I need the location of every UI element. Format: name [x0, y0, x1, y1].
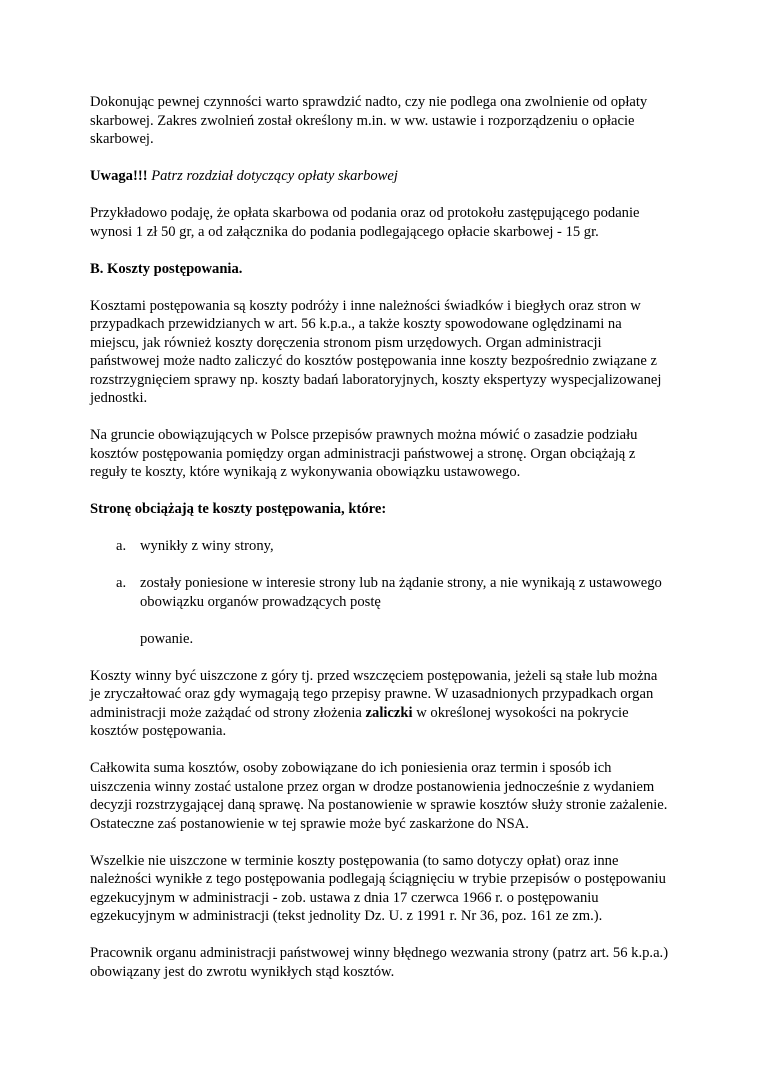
- uwaga-note: Patrz rozdział dotyczący opłaty skarbowej: [151, 168, 398, 184]
- paragraph-example: Przykładowo podaję, że opłata skarbowa od podania oraz od protokołu zastępującego podanie wynosi 1 zł 50 gr, a od załącznika do podania podlegającego opłacie skarbowej - 15 gr.: [90, 205, 640, 240]
- paragraph-official-liability: Pracownik organu administracji państwowej winny błędnego wezwania strony (patrz art. 56 k.p.a.) obowiązany jest do zwrotu wynikłych stąd kosztów.: [90, 945, 669, 980]
- list-item: [90, 574, 670, 611]
- advance-payment-pre: Koszty winny być uiszczone z góry tj. przed wszczęciem postępowania, jeżeli są stałe lub można je zryczałtować oraz gdy wymagają tego przepisy prawne. W uzasadnionych przypadkach organ administracji może zażądać od strony złożenia: [90, 667, 658, 721]
- paragraph-division-principle: Na gruncie obowiązujących w Polsce przepisów prawnych można mówić o zasadzie podziału kosztów postępowania pomiędzy organ administracji państwowej a stronę. Organ obciążają z reguły te koszty, które wynikają z wykonywania obowiązku ustawowego.: [90, 427, 638, 480]
- zaliczki-bold: zaliczki: [365, 704, 413, 721]
- list-item-marker: a.: [116, 538, 127, 554]
- cost-list: [90, 537, 670, 648]
- list-continuation: powanie.: [140, 630, 194, 647]
- list-item: [90, 537, 670, 556]
- paragraph-intro: Dokonując pewnej czynności warto sprawdzić nadto, czy nie podlega ona zwolnienie od opłaty skarbowej. Zakres zwolnień został określony m.in. w ww. ustawie i rozporządzeniu o opłacie skarbowej.: [90, 94, 648, 147]
- paragraph-total-costs: Całkowita suma kosztów, osoby zobowiązane do ich poniesienia oraz termin i sposób ich uiszczenia winny zostać ustalone przez organ w drodze postanowienia jednocześnie z wydaniem decyzji rozstrzygającej daną sprawę. Na postanowienie w sprawie kosztów służy stronie zażalenie. Ostateczne zaś postanowienie w tej sprawie może być zaskarżone do NSA.: [90, 760, 668, 832]
- uwaga-label: Uwaga!!!: [90, 168, 148, 184]
- list-item-text: zostały poniesione w interesie strony lub na żądanie strony, a nie wynikają z ustawowego obowiązku organów prowadzących postę: [140, 575, 662, 610]
- section-heading-b: B. Koszty postępowania.: [90, 260, 243, 277]
- list-item-marker: a.: [116, 575, 127, 591]
- paragraph-advance-payment: [90, 667, 670, 741]
- paragraph-costs-definition: Kosztami postępowania są koszty podróży i inne należności świadków i biegłych oraz stron w przypadkach przewidzianych w art. 56 k.p.a., a także koszty spowodowane oględzinami na miejscu, jak również koszty doręczenia stronom pism urzędowych. Organ administracji państwowej może nadto zaliczyć do kosztów postępowania inne koszty bezpośrednio związane z rozstrzygnięciem sprawy np. koszty badań laboratoryjnych, koszty ekspertyzy wyspecjalizowanej jednostki.: [90, 297, 662, 406]
- list-heading: Stronę obciążają te koszty postępowania, które:: [90, 501, 387, 517]
- paragraph-uwaga: [90, 167, 670, 186]
- list-item-text: wynikły z winy strony,: [140, 538, 274, 554]
- advance-payment-post: w określonej wysokości na pokrycie kosztów postępowania.: [90, 704, 629, 739]
- paragraph-enforcement: Wszelkie nie uiszczone w terminie koszty postępowania (to samo dotyczy opłat) oraz inne należności wynikłe z tego postępowania podlegają ściągnięciu w trybie przepisów o postępowaniu egzekucyjnym w administracji - zob. ustawa z dnia 17 czerwca 1966 r. o postępowaniu egzekucyjnym w administracji (tekst jednolity Dz. U. z 1991 r. Nr 36, poz. 161 ze zm.).: [90, 852, 666, 924]
